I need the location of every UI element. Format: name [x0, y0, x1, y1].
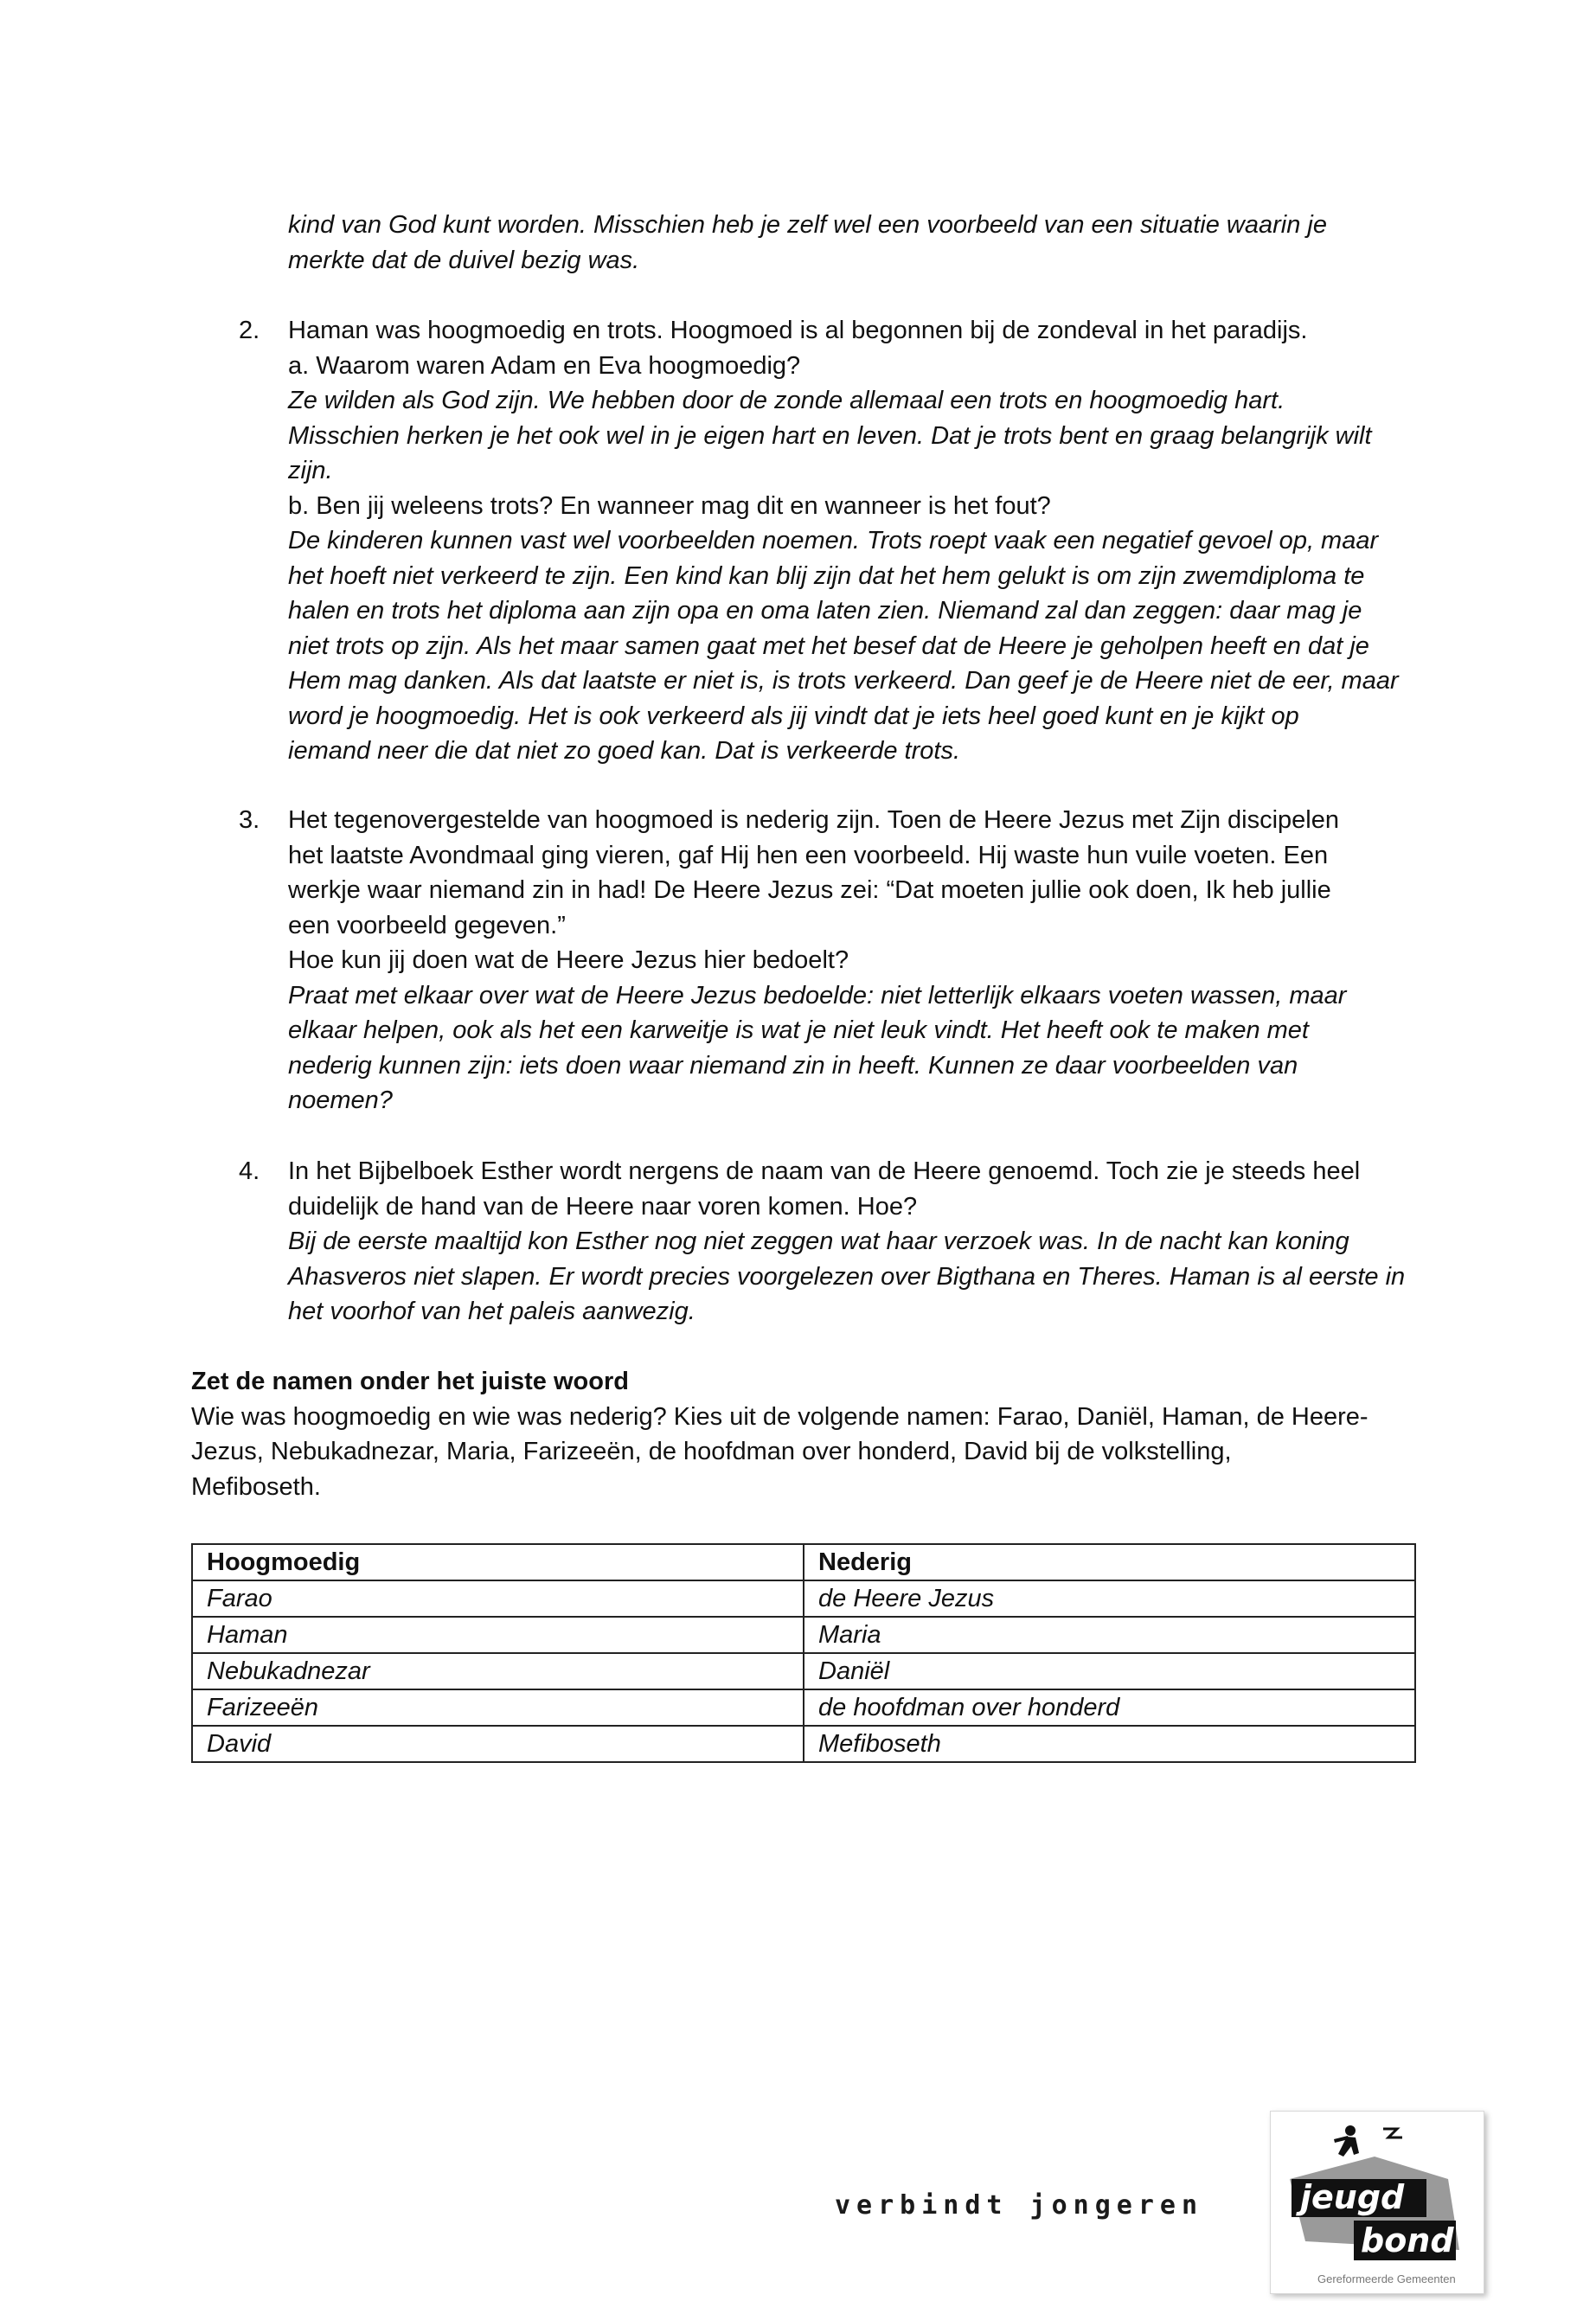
table-cell: Haman — [192, 1617, 804, 1653]
exercise-line: Jezus, Nebukadnezar, Maria, Farizeeën, de hoofdman over honderd, David bij de volkstelling, — [191, 1438, 1232, 1465]
table-cell: Mefiboseth — [804, 1726, 1415, 1762]
table-row — [192, 1580, 1415, 1617]
exercise-line: Mefiboseth. — [191, 1472, 321, 1501]
answer-line: Bij de eerste maaltijd kon Esther nog niet zeggen wat haar verzoek was. In de nacht kan koning — [288, 1227, 1349, 1255]
text-line: kind van God kunt worden. Misschien heb je zelf wel een voorbeeld van een situatie waarin je — [288, 211, 1327, 239]
table-row — [192, 1726, 1415, 1762]
exercise-line: Wie was hoogmoedig en wie was nederig? Kies uit de volgende namen: Farao, Daniël, Haman, de Heere- — [191, 1402, 1368, 1431]
logo-word-top: jeugd — [1300, 2178, 1405, 2216]
question-line: werkje waar niemand zin in had! De Heere Jezus zei: “Dat moeten jullie ook doen, Ik heb jullie — [288, 876, 1331, 904]
bird-icon — [1383, 2129, 1402, 2138]
table-cell: David — [192, 1726, 804, 1762]
table-row — [192, 1689, 1415, 1726]
table-row — [192, 1653, 1415, 1689]
names-table — [191, 1543, 1416, 1763]
question-line: b. Ben jij weleens trots? En wanneer mag dit en wanneer is het fout? — [288, 491, 1051, 520]
footer-slogan: verbindt jongeren — [835, 2190, 1204, 2221]
question-line: het laatste Avondmaal ging vieren, gaf Hij hen een voorbeeld. Hij waste hun vuile voeten. Een — [288, 841, 1329, 869]
question-body — [288, 1154, 1447, 1330]
answer-line: niet trots op zijn. Als het maar samen gaat met het besef dat de Heere je geholpen heeft en dat je — [288, 631, 1369, 660]
answer-line: word je hoogmoedig. Het is ook verkeerd als jij vindt dat je iets heel goed kunt en je kijkt op — [288, 702, 1299, 730]
table-cell: Maria — [804, 1617, 1415, 1653]
logo-subtitle: Gereformeerde Gemeenten — [1317, 2272, 1456, 2285]
column-header-hoogmoedig: Hoogmoedig — [192, 1544, 804, 1580]
answer-line: Misschien herken je het ook wel in je eigen hart en leven. Dat je trots bent en graag belangrijk wilt — [288, 421, 1372, 450]
answer-line: het hoeft niet verkeerd te zijn. Een kind kan blij zijn dat het hem gelukt is om zijn zwemdiploma te — [288, 561, 1365, 590]
question-body — [288, 803, 1447, 1118]
table-cell: de hoofdman over honderd — [804, 1689, 1415, 1726]
table-cell: Nebukadnezar — [192, 1653, 804, 1689]
question-number: 4. — [239, 1157, 260, 1185]
question-line: een voorbeeld gegeven.” — [288, 911, 566, 939]
answer-line: Ze wilden als God zijn. We hebben door de zonde allemaal een trots en hoogmoedig hart. — [288, 387, 1285, 414]
question-number: 2. — [239, 317, 260, 344]
answer-line: Ahasveros niet slapen. Er wordt precies voorgelezen over Bigthana en Theres. Haman is al eerste in — [288, 1262, 1406, 1291]
jeugdbond-logo — [1270, 2111, 1484, 2294]
question-line: Hoe kun jij doen wat de Heere Jezus hier bedoelt? — [288, 946, 849, 974]
table-cell: de Heere Jezus — [804, 1580, 1415, 1617]
question-body — [288, 313, 1447, 769]
answer-line: Praat met elkaar over wat de Heere Jezus bedoelde: niet letterlijk elkaars voeten wassen, maar — [288, 981, 1347, 1009]
answer-line: Hem mag danken. Als dat laatste er niet is, is trots verkeerd. Dan geef je de Heere niet de eer, maar — [288, 667, 1399, 695]
answer-line: noemen? — [288, 1086, 393, 1114]
text-line: merkte dat de duivel bezig was. — [288, 246, 640, 274]
question-line: In het Bijbelboek Esther wordt nergens de naam van de Heere genoemd. Toch zie je steeds heel — [288, 1157, 1361, 1185]
question-number: 3. — [239, 806, 260, 834]
answer-line: nederig kunnen zijn: iets doen waar niemand zin in heeft. Kunnen ze daar voorbeelden van — [288, 1051, 1298, 1080]
figure-icon — [1334, 2125, 1359, 2157]
table-cell: Farao — [192, 1580, 804, 1617]
continued-answer — [288, 208, 1430, 278]
exercise-title: Zet de namen onder het juiste woord — [191, 1368, 629, 1395]
answer-line: het voorhof van het paleis aanwezig. — [288, 1298, 695, 1325]
question-line: Haman was hoogmoedig en trots. Hoogmoed is al begonnen bij de zondeval in het paradijs. — [288, 317, 1308, 344]
question-line: Het tegenovergestelde van hoogmoed is nederig zijn. Toen de Heere Jezus met Zijn discipelen — [288, 806, 1339, 834]
question-line: a. Waarom waren Adam en Eva hoogmoedig? — [288, 351, 801, 380]
answer-line: De kinderen kunnen vast wel voorbeelden noemen. Trots roept vaak een negatief gevoel op, maar — [288, 527, 1379, 554]
question-line: duidelijk de hand van de Heere naar voren komen. Hoe? — [288, 1192, 918, 1221]
answer-line: elkaar helpen, ook als het een karweitje is wat je niet leuk vindt. Het heeft ook te maken met — [288, 1016, 1309, 1044]
table-row — [192, 1617, 1415, 1653]
table-cell: Daniël — [804, 1653, 1415, 1689]
answer-line: halen en trots het diploma aan zijn opa en oma laten zien. Niemand zal dan zeggen: daar mag je — [288, 597, 1362, 625]
table-header-row — [192, 1544, 1415, 1580]
logo-word-bottom: bond — [1361, 2221, 1454, 2259]
column-header-nederig: Nederig — [804, 1544, 1415, 1580]
exercise-section — [191, 1364, 1420, 1504]
answer-line: iemand neer die dat niet zo goed kan. Dat is verkeerde trots. — [288, 737, 960, 765]
table-cell: Farizeeën — [192, 1689, 804, 1726]
answer-line: zijn. — [288, 457, 333, 484]
logo-graphic — [1271, 2112, 1484, 2293]
